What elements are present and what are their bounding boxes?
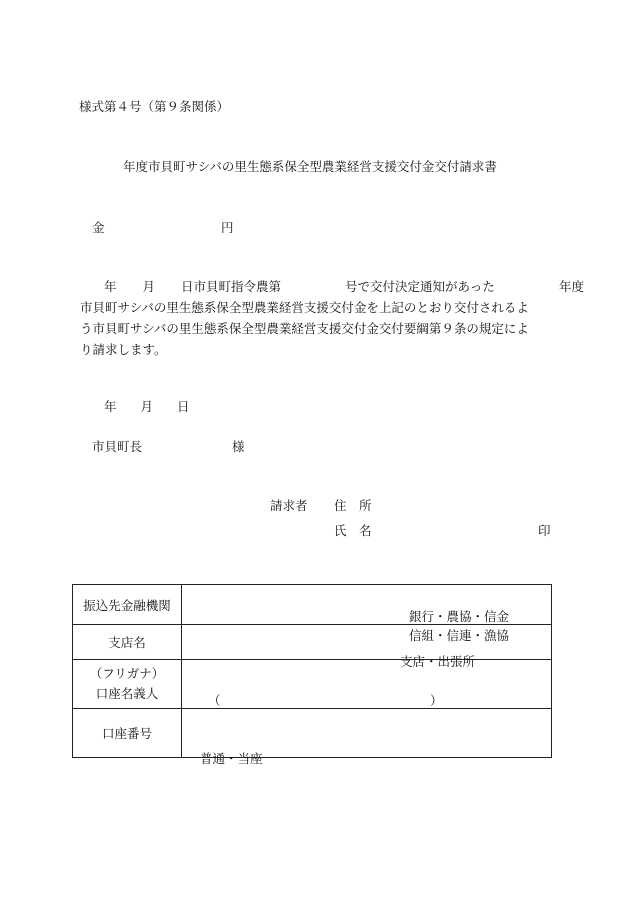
request-date [104,397,214,415]
furigana-label: （フリガナ） [89,666,165,681]
date-month: 月 [140,399,154,414]
bank-institution-label: 振込先金融機関 [73,585,182,625]
body-year: 年 [104,279,117,294]
account-type: 普通・当座 [200,751,263,766]
seal-mark: 印 [538,523,551,538]
branch-label: 支店名 [73,625,182,660]
date-day: 日 [177,399,190,414]
addressee-mayor: 市貝町長 [92,439,143,454]
account-holder-field[interactable] [182,660,552,709]
requester-label: 請求者 [270,498,308,513]
addressee-sama: 様 [232,439,245,454]
requester-address-label: 住 所 [334,498,372,513]
bank-types [409,607,509,645]
body-line-3: う市貝町サシバの里生態系保全型農業経営支援交付金交付要綱第９条の規定によ [80,321,529,336]
request-body-text [80,276,584,360]
form-number: 様式第４号（第９条関係） [79,99,230,114]
account-number-field[interactable] [182,709,552,766]
body-line-4: り請求します。 [80,342,167,357]
body-day-directive: 日市貝町指令農第 [181,279,282,294]
bank-account-table [72,584,552,766]
table-row [73,709,552,758]
body-line-2: 市貝町サシバの里生態系保全型農業経営支援交付金を上記のとおり交付されるよ [80,300,529,315]
body-line-1 [80,276,584,297]
account-holder-name-label: 口座名義人 [95,686,159,701]
body-nendo: 年度 [558,279,584,294]
account-holder-label [73,660,182,709]
branch-suffix: 支店・出張所 [400,654,476,669]
requester-name-label: 氏 名 [334,523,372,538]
amount-yen-label: 円 [221,220,234,235]
account-number-label: 口座番号 [73,709,182,758]
document-title: 年度市貝町サシバの里生態系保全型農業経営支援交付金交付請求書 [123,159,497,174]
amount-kin-label: 金 [92,220,105,235]
table-row [73,660,552,709]
body-notice: 号で交付決定通知があった [345,279,495,294]
bank-types-line1: 銀行・農協・信金 [408,608,509,624]
table-row [73,585,552,625]
date-year: 年 [104,399,117,414]
body-month: 月 [142,279,156,294]
bank-institution-field[interactable] [182,585,552,643]
furigana-paren-close: ） [430,693,443,708]
furigana-paren-open: （ [208,693,221,708]
bank-types-line2: 信組・信連・漁協 [408,627,509,643]
